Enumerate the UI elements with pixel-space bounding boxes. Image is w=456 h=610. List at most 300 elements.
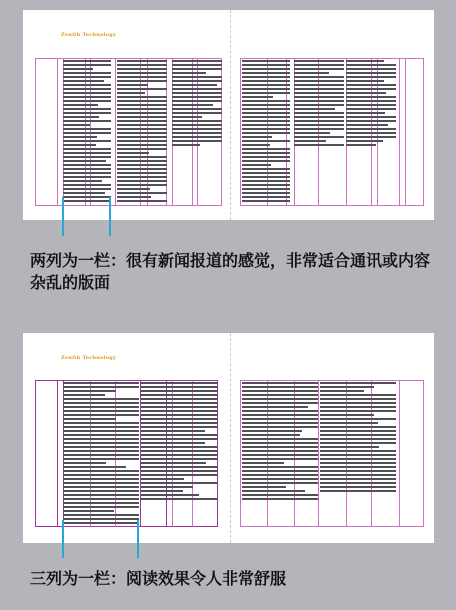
text-line-placeholder xyxy=(172,84,217,86)
text-line-placeholder xyxy=(346,68,396,70)
text-line-placeholder xyxy=(141,434,217,436)
text-line-placeholder xyxy=(294,136,344,138)
text-line-placeholder xyxy=(141,390,217,392)
text-line-placeholder xyxy=(172,140,222,142)
text-line-placeholder xyxy=(63,104,98,106)
text-line-placeholder xyxy=(242,80,290,82)
text-line-placeholder xyxy=(63,92,111,94)
text-line-placeholder xyxy=(141,442,205,444)
spine-fold-line xyxy=(230,333,231,543)
layout-spread-three-column-grouping xyxy=(23,333,434,543)
text-line-placeholder xyxy=(63,192,105,194)
text-line-placeholder xyxy=(320,406,396,408)
text-line-placeholder xyxy=(117,200,167,202)
text-line-placeholder xyxy=(242,160,290,162)
text-line-placeholder xyxy=(141,394,217,396)
text-line-placeholder xyxy=(63,414,139,416)
text-line-placeholder xyxy=(346,80,384,82)
text-line-placeholder xyxy=(294,96,344,98)
text-line-placeholder xyxy=(141,470,217,472)
column-guide xyxy=(57,58,58,206)
text-line-placeholder xyxy=(320,394,396,396)
text-line-placeholder xyxy=(242,434,300,436)
text-line-placeholder xyxy=(63,494,139,496)
text-line-placeholder xyxy=(63,132,111,134)
text-line-placeholder xyxy=(172,96,222,98)
text-line-placeholder xyxy=(172,92,222,94)
text-line-placeholder xyxy=(294,144,344,146)
text-line-placeholder xyxy=(63,386,139,388)
text-line-placeholder xyxy=(242,144,270,146)
text-line-placeholder xyxy=(242,88,290,90)
text-line-placeholder xyxy=(63,64,111,66)
text-line-placeholder xyxy=(294,124,344,126)
text-line-placeholder xyxy=(141,386,217,388)
text-line-placeholder xyxy=(63,156,111,158)
text-line-placeholder xyxy=(117,104,167,106)
text-line-placeholder xyxy=(294,108,335,110)
text-line-placeholder xyxy=(117,156,167,158)
text-line-placeholder xyxy=(320,402,396,404)
text-line-placeholder xyxy=(320,414,374,416)
text-line-placeholder xyxy=(63,502,139,504)
text-line-placeholder xyxy=(141,382,217,384)
text-line-placeholder xyxy=(346,100,396,102)
text-line-placeholder xyxy=(63,470,139,472)
text-line-placeholder xyxy=(117,140,167,142)
text-line-placeholder xyxy=(117,180,167,182)
text-line-placeholder xyxy=(63,140,111,142)
text-line-placeholder xyxy=(242,430,302,432)
text-line-placeholder xyxy=(320,490,396,492)
text-line-placeholder xyxy=(346,116,396,118)
text-line-placeholder xyxy=(294,112,344,114)
text-line-placeholder xyxy=(242,64,290,66)
text-line-placeholder xyxy=(63,422,139,424)
text-line-placeholder xyxy=(117,120,167,122)
text-line-placeholder xyxy=(294,104,344,106)
text-line-placeholder xyxy=(63,390,116,392)
text-line-placeholder xyxy=(294,84,344,86)
text-line-placeholder xyxy=(63,176,111,178)
text-line-placeholder xyxy=(242,132,290,134)
text-line-placeholder xyxy=(320,390,364,392)
text-line-placeholder xyxy=(63,402,139,404)
text-line-placeholder xyxy=(346,124,388,126)
spine-fold-line xyxy=(230,10,231,220)
text-line-placeholder xyxy=(141,486,193,488)
text-line-placeholder xyxy=(294,80,344,82)
text-line-placeholder xyxy=(320,398,396,400)
text-line-placeholder xyxy=(172,104,213,106)
text-line-placeholder xyxy=(63,72,111,74)
text-line-placeholder xyxy=(172,116,202,118)
text-line-placeholder xyxy=(320,434,396,436)
caption-two-column: 两列为一栏：很有新闻报道的感觉，非常适合通讯或内容杂乱的版面 xyxy=(30,251,431,292)
text-line-placeholder xyxy=(63,172,111,174)
text-line-placeholder xyxy=(63,108,111,110)
text-line-placeholder xyxy=(242,454,318,456)
text-line-placeholder xyxy=(63,180,102,182)
text-line-placeholder xyxy=(141,482,217,484)
text-line-placeholder xyxy=(117,100,167,102)
text-line-placeholder xyxy=(242,466,318,468)
text-line-placeholder xyxy=(141,494,199,496)
text-line-placeholder xyxy=(294,100,344,102)
text-line-placeholder xyxy=(242,92,290,94)
text-line-placeholder xyxy=(242,422,318,424)
text-line-placeholder xyxy=(117,92,145,94)
pointer-line-right xyxy=(109,197,111,236)
text-line-placeholder xyxy=(117,164,167,166)
text-line-placeholder xyxy=(346,92,386,94)
text-line-placeholder xyxy=(346,88,396,90)
text-line-placeholder xyxy=(346,144,376,146)
text-line-placeholder xyxy=(63,88,111,90)
text-line-placeholder xyxy=(117,176,167,178)
text-line-placeholder xyxy=(117,160,167,162)
text-line-placeholder xyxy=(117,168,167,170)
column-guide xyxy=(405,58,406,206)
text-line-placeholder xyxy=(320,478,396,480)
text-line-placeholder xyxy=(242,152,290,154)
text-line-placeholder xyxy=(63,188,111,190)
column-guide xyxy=(399,58,400,206)
text-line-placeholder xyxy=(117,84,148,86)
text-line-placeholder xyxy=(63,196,111,198)
text-line-placeholder xyxy=(242,128,290,130)
text-line-placeholder xyxy=(63,474,139,476)
text-line-placeholder xyxy=(63,184,111,186)
text-line-placeholder xyxy=(141,478,184,480)
text-line-placeholder xyxy=(63,144,96,146)
text-line-placeholder xyxy=(242,60,290,62)
text-line-placeholder xyxy=(172,128,222,130)
pointer-line-right xyxy=(137,520,139,558)
text-line-placeholder xyxy=(242,482,318,484)
text-line-placeholder xyxy=(63,116,99,118)
text-line-placeholder xyxy=(141,410,217,412)
text-line-placeholder xyxy=(63,430,139,432)
text-line-placeholder xyxy=(346,140,383,142)
text-line-placeholder xyxy=(346,128,396,130)
column-guide xyxy=(318,380,319,527)
left-page-grid xyxy=(35,58,222,206)
text-line-placeholder xyxy=(320,438,396,440)
text-line-placeholder xyxy=(242,196,290,198)
text-line-placeholder xyxy=(63,510,114,512)
caption-three-column: 三列为一栏：阅读效果令人非常舒服 xyxy=(30,569,287,588)
text-line-placeholder xyxy=(320,430,396,432)
text-line-placeholder xyxy=(242,390,318,392)
text-line-placeholder xyxy=(141,418,217,420)
text-line-placeholder xyxy=(242,116,290,118)
text-line-placeholder xyxy=(63,406,139,408)
text-line-placeholder xyxy=(242,382,318,384)
text-line-placeholder xyxy=(346,60,384,62)
column-guide xyxy=(399,380,400,527)
text-line-placeholder xyxy=(63,466,126,468)
text-line-placeholder xyxy=(320,422,378,424)
text-line-placeholder xyxy=(63,398,139,400)
text-line-placeholder xyxy=(242,398,318,400)
text-line-placeholder xyxy=(346,108,396,110)
text-line-placeholder xyxy=(63,84,111,86)
text-line-placeholder xyxy=(117,136,167,138)
text-line-placeholder xyxy=(320,462,396,464)
text-line-placeholder xyxy=(320,454,396,456)
text-line-placeholder xyxy=(242,486,286,488)
text-line-placeholder xyxy=(294,88,344,90)
text-line-placeholder xyxy=(117,112,167,114)
text-line-placeholder xyxy=(242,450,318,452)
text-line-placeholder xyxy=(63,482,139,484)
text-line-placeholder xyxy=(63,124,90,126)
text-line-placeholder xyxy=(63,438,139,440)
layout-spread-two-column-grouping xyxy=(23,10,434,220)
text-line-placeholder xyxy=(320,446,379,448)
text-line-placeholder xyxy=(242,442,318,444)
text-line-placeholder xyxy=(346,76,396,78)
text-line-placeholder xyxy=(242,426,318,428)
text-line-placeholder xyxy=(117,88,167,90)
text-line-placeholder xyxy=(320,450,396,452)
text-line-placeholder xyxy=(141,446,217,448)
text-line-placeholder xyxy=(117,116,167,118)
text-line-placeholder xyxy=(320,482,396,484)
text-line-placeholder xyxy=(242,414,318,416)
text-line-placeholder xyxy=(242,164,271,166)
text-line-placeholder xyxy=(117,196,151,198)
text-line-placeholder xyxy=(117,148,167,150)
text-line-placeholder xyxy=(63,152,111,154)
text-line-placeholder xyxy=(242,140,290,142)
page-title: Zenith Technology xyxy=(61,32,117,38)
text-line-placeholder xyxy=(294,116,344,118)
text-line-placeholder xyxy=(117,76,167,78)
text-line-placeholder xyxy=(63,418,116,420)
text-line-placeholder xyxy=(117,64,167,66)
text-line-placeholder xyxy=(320,426,396,428)
text-line-placeholder xyxy=(141,458,217,460)
text-line-placeholder xyxy=(320,442,396,444)
text-line-placeholder xyxy=(141,426,217,428)
right-page-grid xyxy=(240,58,424,206)
text-line-placeholder xyxy=(242,406,308,408)
text-line-placeholder xyxy=(242,418,318,420)
text-line-placeholder xyxy=(117,152,149,154)
text-line-placeholder xyxy=(242,100,290,102)
text-line-placeholder xyxy=(63,80,104,82)
text-line-placeholder xyxy=(117,72,167,74)
text-line-placeholder xyxy=(117,184,167,186)
text-line-placeholder xyxy=(63,128,111,130)
text-line-placeholder xyxy=(63,394,105,396)
text-line-placeholder xyxy=(172,124,222,126)
text-line-placeholder xyxy=(346,84,396,86)
left-page-grid xyxy=(35,380,218,527)
text-line-placeholder xyxy=(172,100,222,102)
text-line-placeholder xyxy=(117,192,167,194)
text-line-placeholder xyxy=(141,490,183,492)
text-line-placeholder xyxy=(242,402,318,404)
text-line-placeholder xyxy=(294,140,326,142)
text-line-placeholder xyxy=(346,136,396,138)
text-line-placeholder xyxy=(320,474,396,476)
text-line-placeholder xyxy=(242,470,318,472)
text-line-placeholder xyxy=(63,490,139,492)
text-line-placeholder xyxy=(242,108,290,110)
text-line-placeholder xyxy=(63,478,139,480)
text-line-placeholder xyxy=(242,458,318,460)
text-line-placeholder xyxy=(320,458,396,460)
text-line-placeholder xyxy=(346,72,396,74)
text-line-placeholder xyxy=(320,382,396,384)
text-line-placeholder xyxy=(63,442,139,444)
text-line-placeholder xyxy=(63,136,97,138)
text-line-placeholder xyxy=(242,188,290,190)
text-line-placeholder xyxy=(242,112,290,114)
text-line-placeholder xyxy=(141,438,217,440)
text-line-placeholder xyxy=(117,96,167,98)
text-line-placeholder xyxy=(242,180,290,182)
text-line-placeholder xyxy=(320,486,396,488)
text-line-placeholder xyxy=(172,80,222,82)
text-line-placeholder xyxy=(242,96,273,98)
text-line-placeholder xyxy=(117,108,167,110)
text-line-placeholder xyxy=(63,68,93,70)
text-line-placeholder xyxy=(242,410,318,412)
text-line-placeholder xyxy=(141,402,217,404)
text-line-placeholder xyxy=(242,76,290,78)
text-line-placeholder xyxy=(141,430,205,432)
text-line-placeholder xyxy=(294,128,344,130)
text-line-placeholder xyxy=(63,200,111,202)
page-title: Zenith Technology xyxy=(61,355,117,361)
text-line-placeholder xyxy=(141,454,217,456)
text-line-placeholder xyxy=(242,176,290,178)
text-line-placeholder xyxy=(346,64,396,66)
text-line-placeholder xyxy=(63,514,139,516)
text-line-placeholder xyxy=(63,120,111,122)
text-line-placeholder xyxy=(141,398,217,400)
text-line-placeholder xyxy=(242,438,318,440)
text-line-placeholder xyxy=(172,144,200,146)
text-line-placeholder xyxy=(242,156,290,158)
text-line-placeholder xyxy=(63,112,111,114)
pointer-line-left xyxy=(62,197,64,236)
text-line-placeholder xyxy=(242,394,318,396)
text-line-placeholder xyxy=(63,168,111,170)
text-line-placeholder xyxy=(63,426,139,428)
text-line-placeholder xyxy=(117,172,167,174)
column-guide xyxy=(115,58,116,206)
text-line-placeholder xyxy=(63,160,106,162)
text-line-placeholder xyxy=(117,60,167,62)
text-line-placeholder xyxy=(242,200,290,202)
text-line-placeholder xyxy=(242,120,290,122)
text-line-placeholder xyxy=(242,168,290,170)
text-line-placeholder xyxy=(320,470,396,472)
text-line-placeholder xyxy=(63,60,111,62)
text-line-placeholder xyxy=(242,184,290,186)
text-line-placeholder xyxy=(172,132,222,134)
text-line-placeholder xyxy=(242,84,290,86)
text-line-placeholder xyxy=(63,486,139,488)
text-line-placeholder xyxy=(320,418,396,420)
text-line-placeholder xyxy=(63,446,139,448)
text-line-placeholder xyxy=(63,454,139,456)
text-line-placeholder xyxy=(117,68,167,70)
text-line-placeholder xyxy=(63,76,111,78)
text-line-placeholder xyxy=(242,68,290,70)
text-line-placeholder xyxy=(346,112,385,114)
text-line-placeholder xyxy=(294,120,344,122)
text-line-placeholder xyxy=(346,104,396,106)
text-line-placeholder xyxy=(63,458,139,460)
text-line-placeholder xyxy=(242,446,318,448)
text-line-placeholder xyxy=(242,172,290,174)
column-guide xyxy=(57,380,58,527)
text-line-placeholder xyxy=(294,68,344,70)
text-line-placeholder xyxy=(63,450,139,452)
right-page-grid xyxy=(240,380,424,527)
text-line-placeholder xyxy=(242,192,290,194)
text-line-placeholder xyxy=(117,80,167,82)
text-line-placeholder xyxy=(141,414,217,416)
text-line-placeholder xyxy=(141,498,217,500)
text-line-placeholder xyxy=(63,462,106,464)
text-line-placeholder xyxy=(63,164,111,166)
text-line-placeholder xyxy=(172,60,222,62)
text-line-placeholder xyxy=(117,124,167,126)
text-line-placeholder xyxy=(63,434,139,436)
text-line-placeholder xyxy=(242,498,318,500)
text-line-placeholder xyxy=(141,462,206,464)
text-line-placeholder xyxy=(172,88,222,90)
text-line-placeholder xyxy=(242,148,290,150)
text-line-placeholder xyxy=(141,450,217,452)
text-line-placeholder xyxy=(63,506,139,508)
text-line-placeholder xyxy=(242,494,318,496)
text-line-placeholder xyxy=(242,136,272,138)
text-line-placeholder xyxy=(63,498,139,500)
text-line-placeholder xyxy=(117,132,167,134)
text-line-placeholder xyxy=(141,406,217,408)
text-line-placeholder xyxy=(242,490,305,492)
text-line-placeholder xyxy=(172,112,222,114)
text-line-placeholder xyxy=(346,132,396,134)
text-line-placeholder xyxy=(320,466,396,468)
text-line-placeholder xyxy=(63,518,139,520)
text-line-placeholder xyxy=(242,478,318,480)
text-line-placeholder xyxy=(141,466,217,468)
text-line-placeholder xyxy=(63,382,139,384)
text-line-placeholder xyxy=(294,60,344,62)
text-line-placeholder xyxy=(320,410,396,412)
text-line-placeholder xyxy=(294,76,344,78)
text-line-placeholder xyxy=(294,72,329,74)
text-line-placeholder xyxy=(172,76,222,78)
text-line-placeholder xyxy=(172,136,222,138)
text-line-placeholder xyxy=(172,108,222,110)
pointer-line-left xyxy=(62,520,64,558)
text-line-placeholder xyxy=(320,386,374,388)
text-line-placeholder xyxy=(172,64,222,66)
text-line-placeholder xyxy=(242,386,318,388)
text-line-placeholder xyxy=(141,474,217,476)
text-line-placeholder xyxy=(294,92,344,94)
